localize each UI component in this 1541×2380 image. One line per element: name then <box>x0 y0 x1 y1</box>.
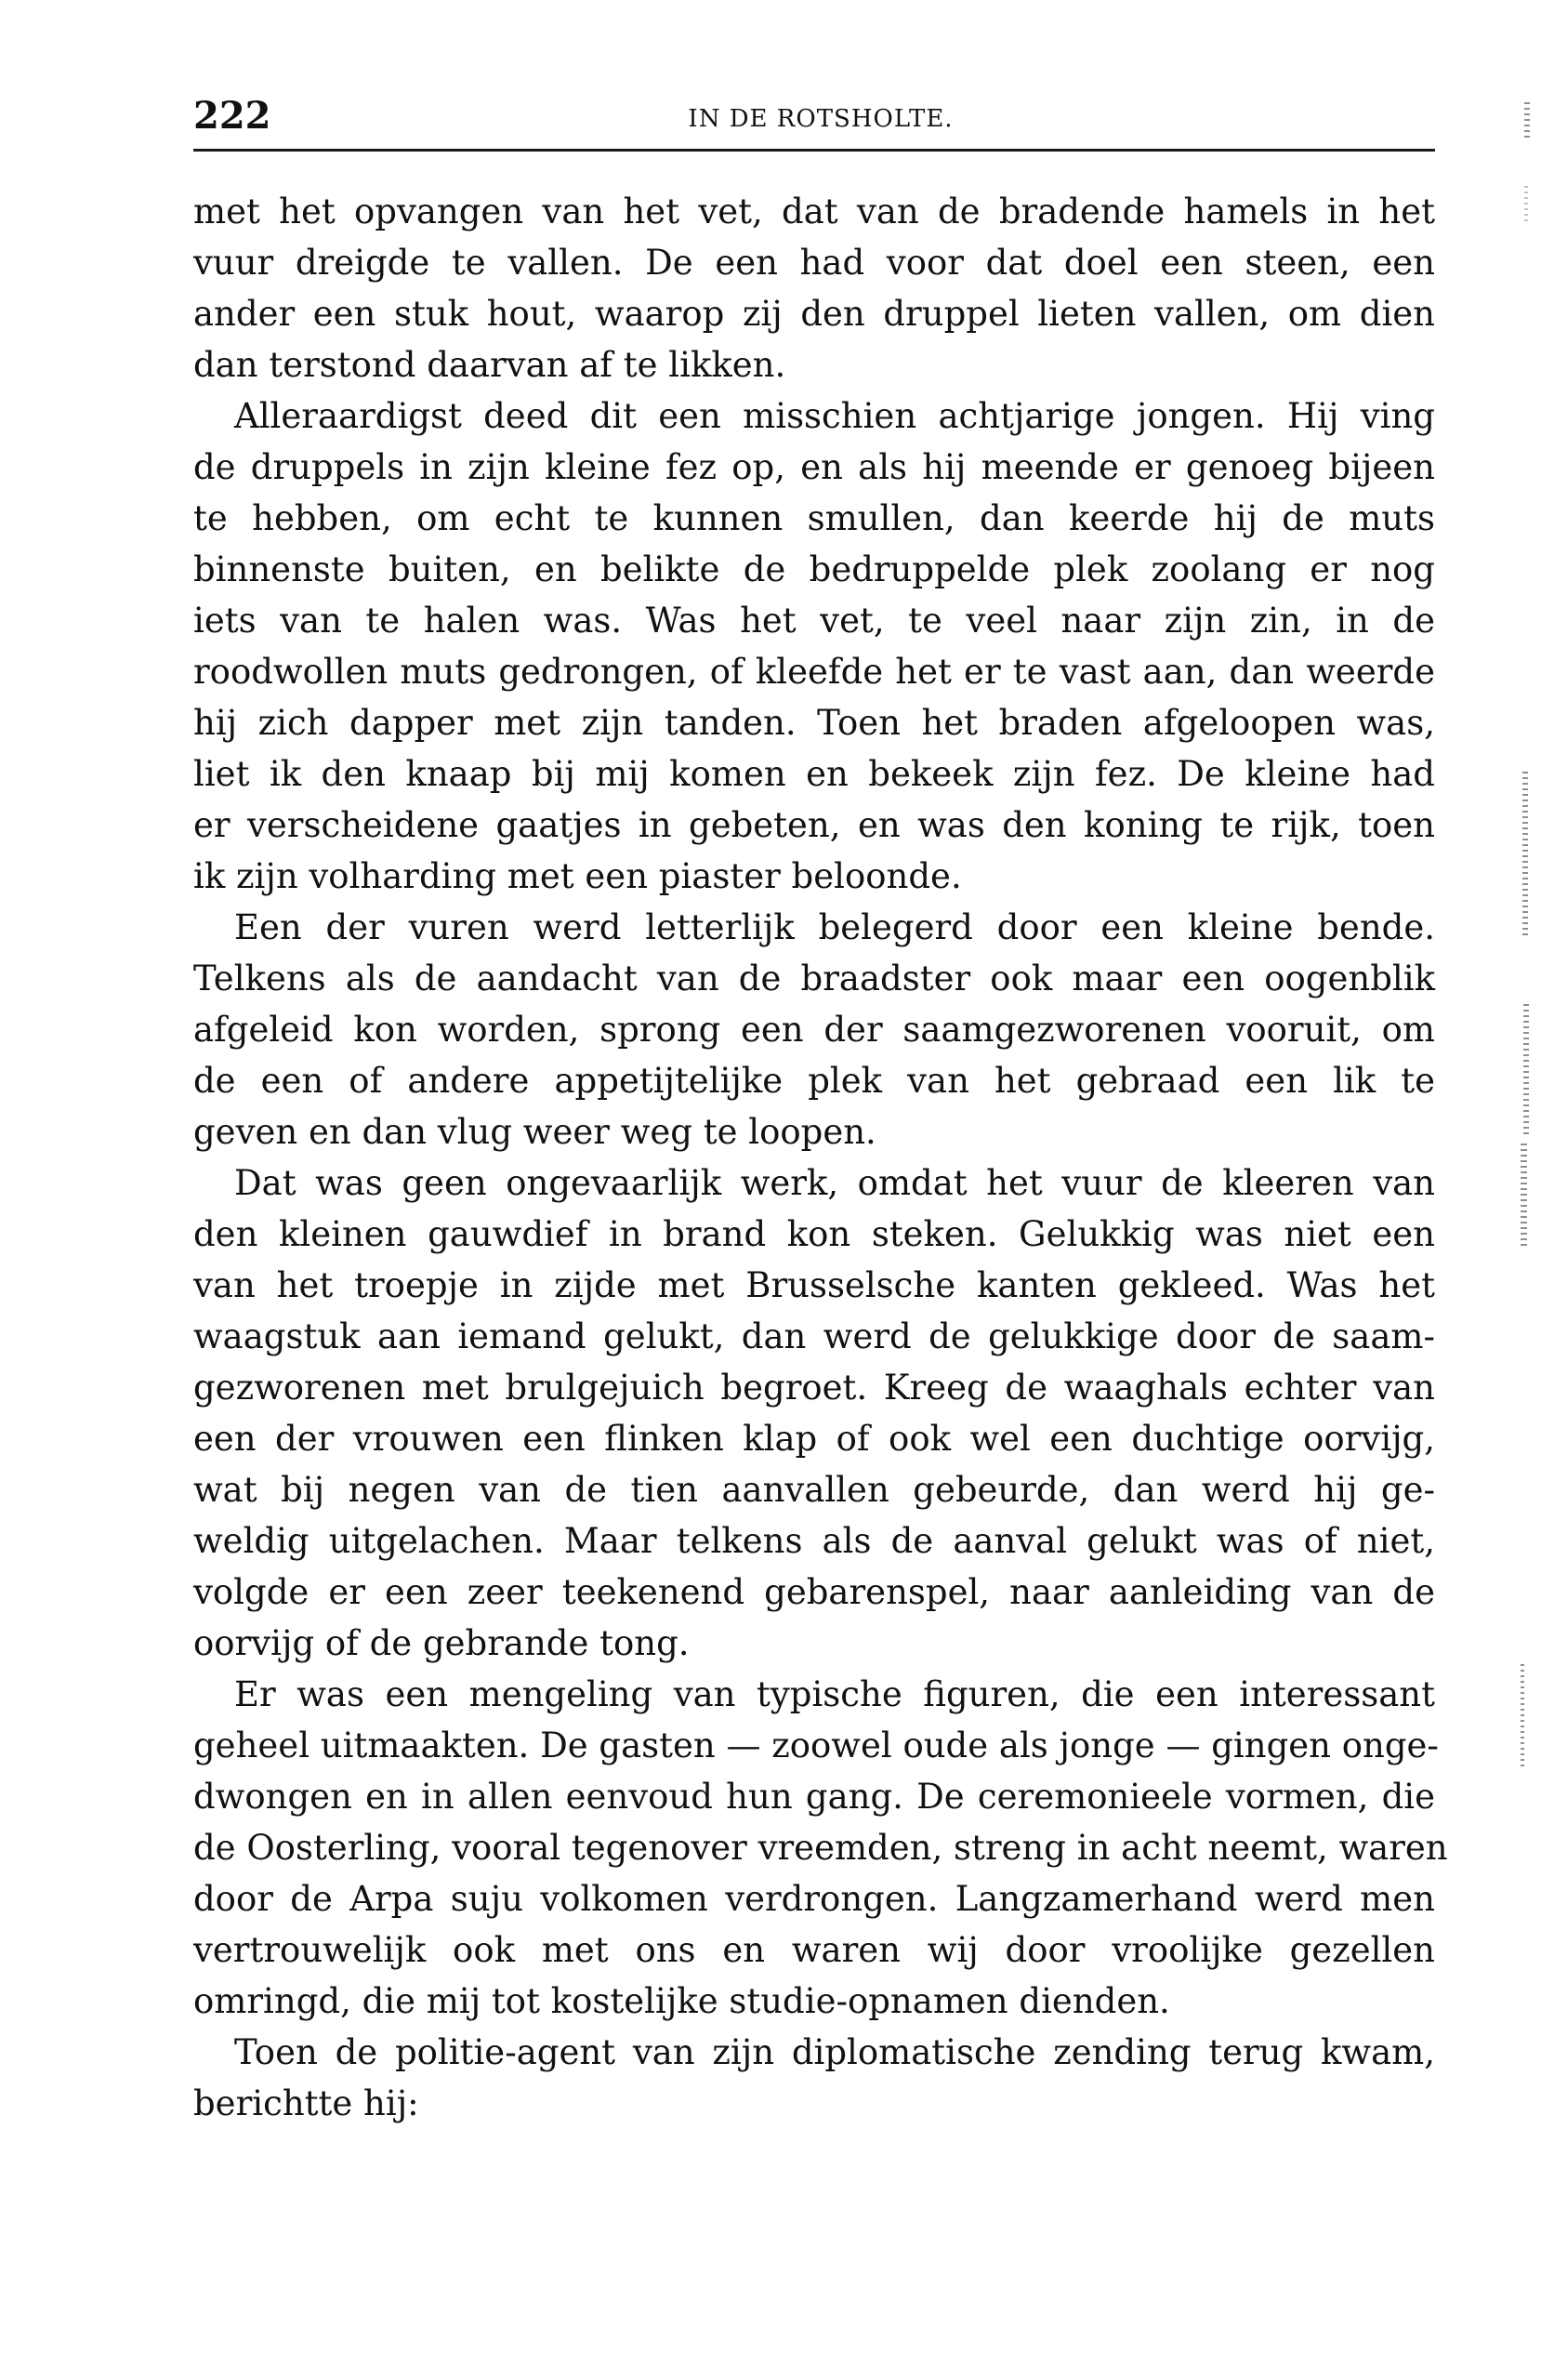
text-line: ik zijn volharding met een piaster beloonde. <box>193 856 962 896</box>
scan-artifact <box>1522 772 1528 939</box>
text-line: geheel uitmaakten. De gasten — zoowel oude als jonge — gingen onge- <box>193 1726 1439 1765</box>
scan-artifact <box>1524 186 1528 223</box>
text-line: iets van te halen was. Was het vet, te veel naar zijn zin, in de <box>193 601 1435 641</box>
text-line: Dat was geen ongevaarlijk werk, omdat het vuur de kleeren van <box>234 1163 1435 1203</box>
scan-artifact <box>1524 102 1530 139</box>
text-line: er verscheidene gaatjes in gebeten, en was den koning te rijk, toen <box>193 805 1435 845</box>
paragraph-6 <box>193 2027 1435 2129</box>
text-line: de Oosterling, vooral tegenover vreemden, streng in acht neemt, waren <box>193 1828 1448 1868</box>
text-line: den kleinen gauwdief in brand kon steken. Gelukkig was niet een <box>193 1214 1435 1254</box>
text-line: roodwollen muts gedrongen, of kleefde het er te vast aan, dan weerde <box>193 652 1435 692</box>
text-line: door de Arpa suju volkomen verdrongen. Langzamerhand werd men <box>193 1879 1435 1919</box>
body-text <box>193 186 1448 2129</box>
paragraph-2 <box>193 390 1435 902</box>
scan-artifact <box>1523 1004 1529 1134</box>
header-rule <box>193 149 1435 152</box>
page-number: 222 <box>193 94 271 138</box>
scan-artifact <box>1521 1664 1524 1766</box>
paragraph-4 <box>193 1157 1435 1669</box>
text-line: een der vrouwen een flinken klap of ook wel een duchtige oorvijg, <box>193 1419 1435 1459</box>
text-line: te hebben, om echt te kunnen smullen, dan keerde hij de muts <box>193 498 1435 538</box>
text-line: van het troepje in zijde met Brusselsche kanten gekleed. Was het <box>193 1265 1435 1305</box>
scan-artifact <box>1521 1144 1527 1246</box>
text-line: Er was een mengeling van typische figuren, die een interessant <box>234 1674 1435 1714</box>
text-line: Toen de politie-agent van zijn diplomatische zending terug kwam, <box>234 2032 1435 2072</box>
text-line: de een of andere appetijtelijke plek van het gebraad een lik te <box>193 1061 1435 1101</box>
paragraph-3 <box>193 902 1435 1157</box>
text-line: geven en dan vlug weer weg te loopen. <box>193 1112 876 1152</box>
text-line: dan terstond daarvan af te likken. <box>193 345 786 385</box>
text-line: gezworenen met brulgejuich begroet. Kreeg de waaghals echter van <box>193 1368 1435 1408</box>
paragraph-1 <box>193 186 1435 390</box>
text-line: Telkens als de aandacht van de braadster ook maar een oogenblik <box>193 959 1435 998</box>
text-line: volgde er een zeer teekenend gebarenspel, naar aanleiding van de <box>193 1572 1435 1612</box>
text-line: Alleraardigst deed dit een misschien achtjarige jongen. Hij ving <box>234 396 1435 436</box>
text-line: binnenste buiten, en belikte de bedruppelde plek zoolang er nog <box>193 549 1435 589</box>
paragraph-5 <box>193 1669 1448 2027</box>
text-line: omringd, die mij tot kostelijke studie-opnamen dienden. <box>193 1981 1170 2021</box>
text-line: weldig uitgelachen. Maar telkens als de aanval gelukt was of niet, <box>193 1521 1435 1561</box>
text-line: met het opvangen van het vet, dat van de bradende hamels in het <box>193 192 1435 231</box>
text-line: vertrouwelijk ook met ons en waren wij door vroolijke gezellen <box>193 1930 1435 1970</box>
text-line: berichtte hij: <box>193 2083 419 2123</box>
text-line: waagstuk aan iemand gelukt, dan werd de gelukkige door de saam- <box>193 1316 1435 1356</box>
text-line: dwongen en in allen eenvoud hun gang. De ceremonieele vormen, die <box>193 1777 1435 1817</box>
text-line: afgeleid kon worden, sprong een der saamgezworenen vooruit, om <box>193 1010 1435 1050</box>
text-line: oorvijg of de gebrande tong. <box>193 1623 690 1663</box>
text-line: liet ik den knaap bij mij komen en bekeek zijn fez. De kleine had <box>193 754 1435 794</box>
text-line: de druppels in zijn kleine fez op, en als hij meende er genoeg bijeen <box>193 447 1435 487</box>
running-title: IN DE ROTSHOLTE. <box>688 105 954 133</box>
text-line: wat bij negen van de tien aanvallen gebeurde, dan werd hij ge- <box>193 1470 1435 1510</box>
text-line: Een der vuren werd letterlijk belegerd door een kleine bende. <box>234 907 1435 947</box>
text-line: ander een stuk hout, waarop zij den druppel lieten vallen, om dien <box>193 294 1435 334</box>
running-head <box>193 93 1429 139</box>
text-line: hij zich dapper met zijn tanden. Toen het braden afgeloopen was, <box>193 703 1435 743</box>
text-line: vuur dreigde te vallen. De een had voor dat doel een steen, een <box>193 243 1435 283</box>
